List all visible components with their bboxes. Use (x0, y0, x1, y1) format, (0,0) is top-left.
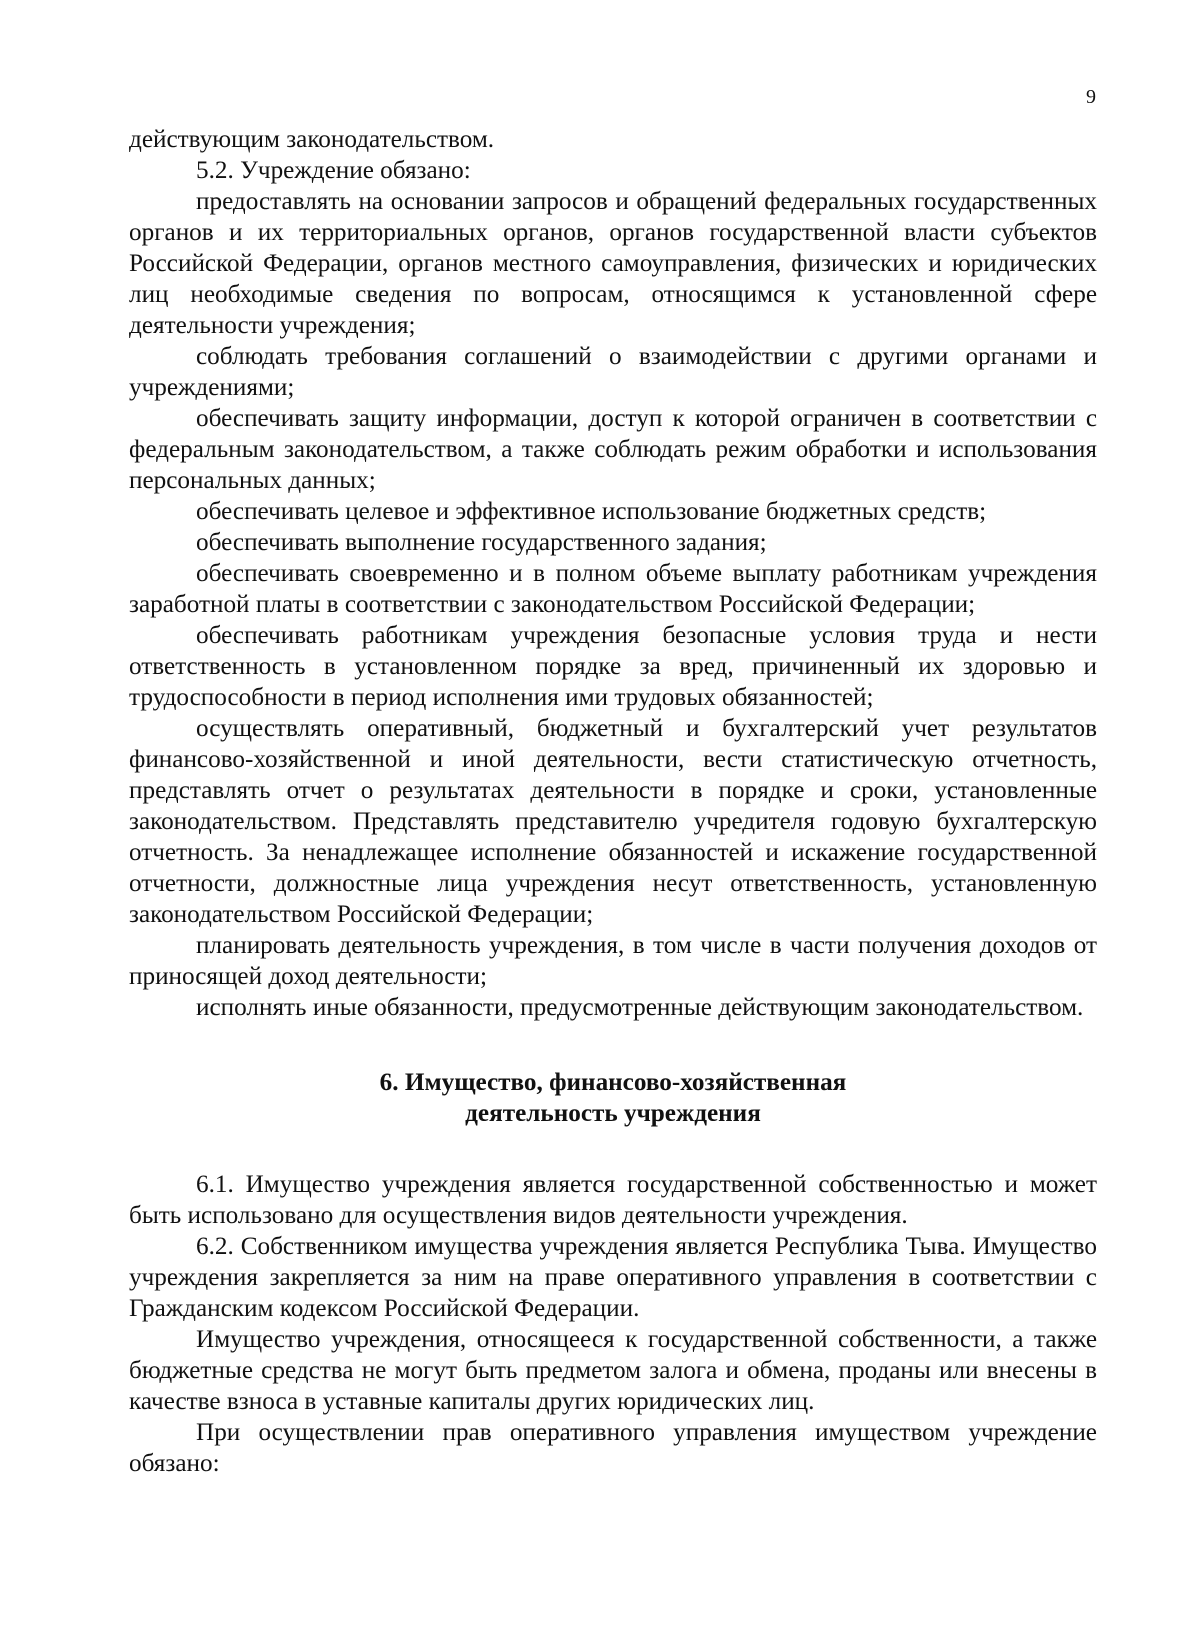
paragraph: действующим законодательством. (129, 126, 495, 153)
paragraph: 6.2. Собственником имущества учреждения является Республика Тыва. Имущество учреждения закрепляется за ним на праве оперативного управления в соответствии с Гражданским кодексом Российской Федерации. (129, 1233, 1097, 1322)
paragraph: обеспечивать целевое и эффективное использование бюджетных средств; (196, 498, 987, 525)
section-heading (129, 1067, 1097, 1129)
document-body (129, 124, 1097, 1479)
section-heading-line-1: 6. Имущество, финансово-хозяйственная (379, 1069, 847, 1096)
paragraph: обеспечивать защиту информации, доступ к которой ограничен в соответствии с федеральным законодательством, а также соблюдать режим обработки и использования персональных данных; (129, 405, 1097, 494)
paragraph: 5.2. Учреждение обязано: (196, 157, 471, 184)
paragraph: соблюдать требования соглашений о взаимодействии с другими органами и учреждениями; (129, 343, 1097, 401)
paragraph: При осуществлении прав оперативного управления имуществом учреждение обязано: (129, 1419, 1097, 1477)
paragraph: исполнять иные обязанности, предусмотренные действующим законодательством. (196, 994, 1084, 1021)
section-heading-line-2: деятельность учреждения (465, 1100, 761, 1127)
paragraph: предоставлять на основании запросов и обращений федеральных государственных органов и их территориальных органов, органов государственной власти субъектов Российской Федерации, органов местного самоуправления, физических и юридических лиц необходимые сведения по вопросам, относящимся к установленной сфере деятельности учреждения; (129, 188, 1097, 339)
section-6-paragraphs (129, 1169, 1097, 1479)
paragraph: планировать деятельность учреждения, в том числе в части получения доходов от приносящей доход деятельности; (129, 932, 1097, 990)
paragraph: 6.1. Имущество учреждения является государственной собственностью и может быть использовано для осуществления видов деятельности учреждения. (129, 1171, 1097, 1229)
page-number: 9 (1086, 86, 1096, 108)
paragraph: Имущество учреждения, относящееся к государственной собственности, а также бюджетные средства не могут быть предметом залога и обмена, проданы или внесены в качестве взноса в уставные капиталы других юридических лиц. (129, 1326, 1097, 1415)
paragraph: осуществлять оперативный, бюджетный и бухгалтерский учет результатов финансово-хозяйственной и иной деятельности, вести статистическую отчетность, представлять отчет о результатах деятельности в порядке и сроки, установленные законодательством. Представлять представителю учредителя годовую бухгалтерскую отчетность. За ненадлежащее исполнение обязанностей и искажение государственной отчетности, должностные лица учреждения несут ответственность, установленную законодательством Российской Федерации; (129, 715, 1097, 928)
paragraph: обеспечивать работникам учреждения безопасные условия труда и нести ответственность в установленном порядке за вред, причиненный их здоровью и трудоспособности в период исполнения ими трудовых обязанностей; (129, 622, 1097, 711)
section-5-paragraphs (129, 124, 1097, 1023)
paragraph: обеспечивать своевременно и в полном объеме выплату работникам учреждения заработной платы в соответствии с законодательством Российской Федерации; (129, 560, 1097, 618)
paragraph: обеспечивать выполнение государственного задания; (196, 529, 767, 556)
